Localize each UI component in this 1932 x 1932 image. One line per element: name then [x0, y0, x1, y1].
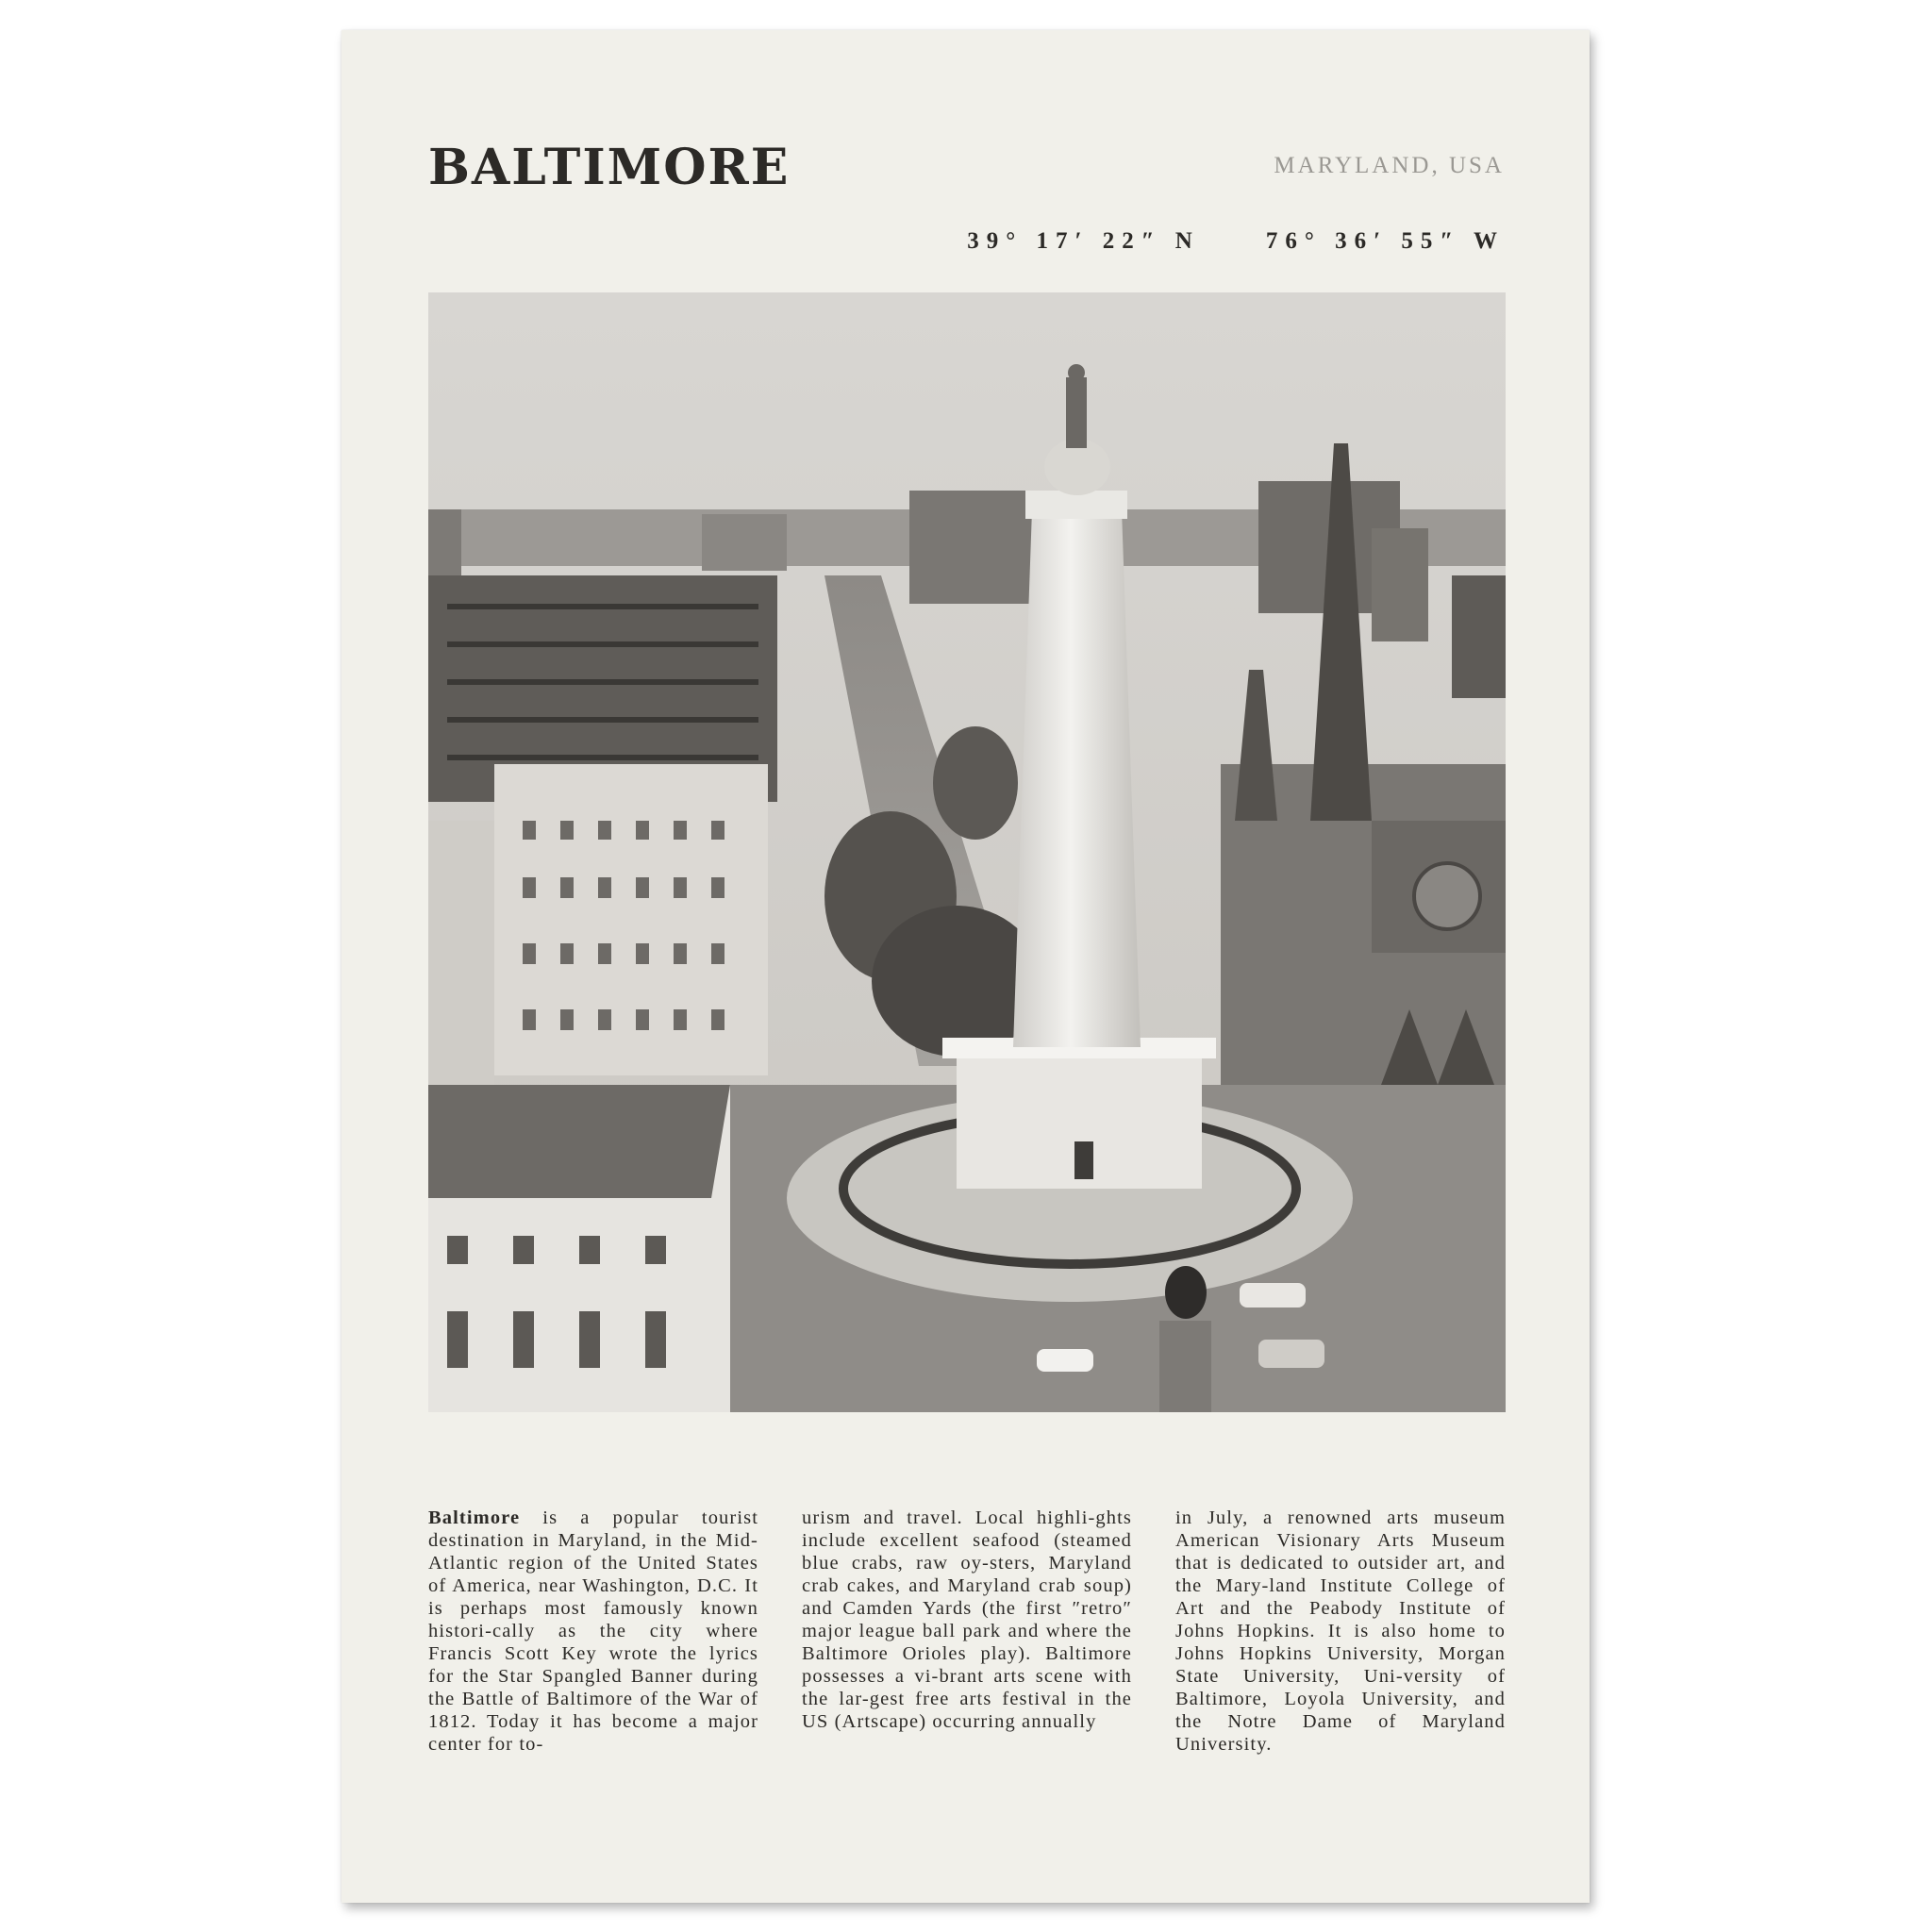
- coordinates: [967, 228, 1505, 255]
- longitude: 76° 36′ 55″ W: [1265, 228, 1505, 254]
- description-column-3: in July, a renowned arts museum American Visionary Arts Museum that is dedicated to outsider art, and the Mary-land Institute College of Art and the Peabody Institute of Johns Hopkins. It is also home to Johns Hopkins University, Morgan State University, Uni-versity of Baltimore, Loyola University, and the Notre Dame of Maryland University.: [1175, 1507, 1506, 1755]
- latitude: 39° 17′ 22″ N: [967, 228, 1200, 254]
- city-title: BALTIMORE: [428, 139, 791, 196]
- description-column-2: urism and travel. Local highli-ghts include excellent seafood (steamed blue crabs, raw oy-sters, Maryland crab cakes, and Maryland crab soup) and Camden Yards (the first ″retro″ major league ball park and where the Baltimore Orioles play). Baltimore possesses a vi-brant arts scene with the lar-gest free arts festival in the US (Artscape) occurring annually: [802, 1507, 1132, 1732]
- region-label: MARYLAND, USA: [1274, 153, 1505, 178]
- description: [428, 1507, 1506, 1756]
- lead-word: Baltimore: [428, 1507, 521, 1528]
- poster: [341, 30, 1590, 1903]
- description-column-1: [428, 1507, 758, 1756]
- city-photo: [428, 292, 1506, 1412]
- column-1-text: is a popular tourist destination in Maryland, in the Mid-Atlantic region of the United States of America, near Washington, D.C. It is perhaps most famously known histori-cally as the city where Francis Scott Key wrote the lyrics for the Star Spangled Banner during the Battle of Baltimore of the War of 1812. Today it has become a major center for to-: [428, 1507, 758, 1755]
